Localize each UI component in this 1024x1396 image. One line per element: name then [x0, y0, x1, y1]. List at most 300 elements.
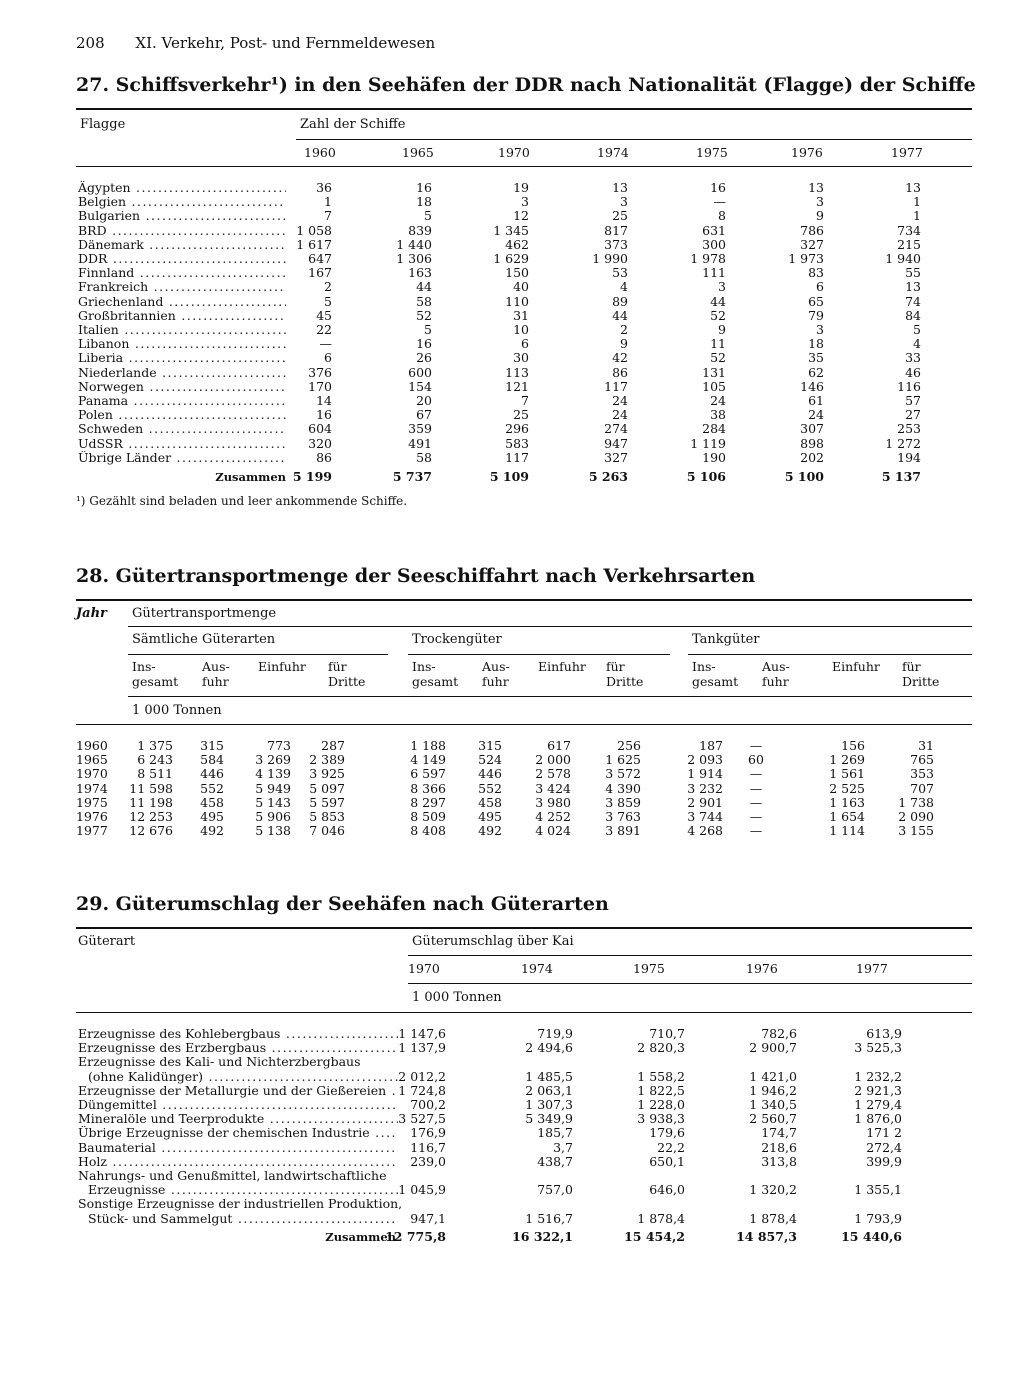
cell-value: 65: [808, 293, 824, 309]
cell-value: 1 114: [829, 823, 865, 839]
cell-value: 524: [478, 752, 502, 768]
cell-value: 13: [905, 279, 921, 295]
cell-value: 14 857,3: [736, 1229, 797, 1244]
t27-year: 1975: [696, 145, 728, 160]
chapter-title: XI. Verkehr, Post- und Fernmeldewesen: [135, 34, 436, 52]
row-label-cont: (ohne Kalidünger) .....: [88, 1070, 398, 1084]
cell-value: 1 629: [493, 251, 529, 266]
t27-year: 1965: [402, 145, 434, 160]
cell-value: 3: [521, 194, 529, 210]
cell-value: 35: [808, 350, 824, 366]
t28-subcol-line2: fuhr: [202, 674, 229, 689]
cell-value: 458: [478, 794, 502, 810]
cell-value: 3 925: [309, 766, 345, 782]
cell-value: 1 306: [396, 251, 432, 266]
cell-value: 583: [505, 435, 529, 451]
cell-value: 3 763: [605, 809, 641, 824]
row-label: Libanon .....: [78, 337, 286, 351]
t28-row: [0, 810, 1024, 824]
cell-value: 1 973: [788, 251, 824, 266]
t28-subcol-line2: Dritte: [328, 674, 366, 689]
cell-value: 647: [308, 251, 332, 266]
cell-value: 604: [308, 421, 332, 437]
row-label: UdSSR .....: [78, 437, 286, 451]
cell-value: 3 859: [605, 794, 641, 810]
cell-value: 327: [800, 236, 824, 252]
cell-value: 3: [816, 194, 824, 210]
cell-value: 116,7: [410, 1139, 446, 1155]
cell-value: 33: [905, 350, 921, 366]
cell-value: 58: [416, 293, 432, 309]
cell-value: 1 654: [829, 809, 865, 824]
row-year: 1974: [76, 781, 108, 796]
t29-row-head: [0, 1055, 1024, 1069]
cell-value: 1 320,2: [749, 1182, 797, 1198]
cell-value: 253: [897, 421, 921, 437]
cell-value: 13: [612, 180, 628, 195]
row-label: Schweden .....: [78, 422, 286, 436]
t27-header-rule: [76, 166, 972, 167]
cell-value: 12 253: [129, 809, 173, 824]
t28-subcol-line2: gesamt: [132, 674, 179, 689]
t27-row: [0, 309, 1024, 323]
cell-value: 62: [808, 364, 824, 380]
t27-year: 1960: [304, 145, 336, 160]
t29-row: [0, 1141, 1024, 1155]
cell-value: 1 940: [885, 251, 921, 266]
cell-value: 6: [521, 336, 529, 352]
t29-year: 1974: [521, 961, 553, 976]
cell-value: 105: [702, 378, 726, 394]
cell-value: 6 243: [137, 752, 173, 768]
t28-group-dry: Trockengüter: [412, 632, 502, 647]
t29-group-rule: [408, 955, 972, 956]
cell-value: 117: [604, 378, 628, 394]
cell-value: 2 090: [898, 809, 934, 824]
cell-value: 5 109: [489, 469, 529, 484]
cell-value: 218,6: [761, 1139, 797, 1155]
t27-row: [0, 238, 1024, 252]
cell-value: 16: [710, 180, 726, 195]
cell-value: 31: [918, 738, 934, 753]
cell-value: 2 900,7: [749, 1040, 797, 1056]
cell-value: 552: [200, 780, 224, 796]
cell-value: 46: [905, 364, 921, 380]
cell-value: 1 440: [396, 236, 432, 252]
cell-value: 3 525,3: [854, 1040, 902, 1056]
cell-value: 116: [897, 378, 921, 394]
cell-value: 215: [897, 236, 921, 252]
t28-subgroup-rule-3: [688, 654, 972, 655]
cell-value: 462: [505, 236, 529, 252]
cell-value: 3 980: [535, 794, 571, 810]
t27-row: [0, 323, 1024, 337]
cell-value: 296: [505, 421, 529, 437]
cell-value: 42: [612, 350, 628, 366]
cell-value: 307: [800, 421, 824, 437]
cell-value: 492: [478, 823, 502, 839]
cell-value: 239,0: [410, 1153, 446, 1169]
cell-value: 256: [617, 738, 641, 753]
cell-value: 1 558,2: [637, 1068, 685, 1084]
t28-row: [0, 767, 1024, 781]
t29-group-label: Güterumschlag über Kai: [412, 934, 574, 949]
cell-value: 55: [905, 265, 921, 281]
cell-value: —: [749, 766, 763, 782]
cell-value: 786: [800, 222, 824, 238]
cell-value: 83: [808, 265, 824, 281]
cell-value: 4 139: [255, 766, 291, 782]
cell-value: 19: [513, 180, 529, 195]
cell-value: 1 946,2: [749, 1082, 797, 1098]
row-label: BRD .....: [78, 224, 286, 238]
cell-value: 146: [800, 378, 824, 394]
t28-group-all: Sämtliche Güterarten: [132, 632, 276, 647]
cell-value: 765: [910, 752, 934, 768]
cell-value: 6 597: [410, 766, 446, 782]
cell-value: 86: [316, 449, 332, 465]
cell-value: 315: [200, 738, 224, 753]
cell-value: 1 375: [137, 738, 173, 753]
t29-unit: 1 000 Tonnen: [412, 990, 502, 1005]
t27-row: [0, 366, 1024, 380]
cell-value: 5 853: [309, 809, 345, 824]
cell-value: 1 058: [296, 222, 332, 238]
row-label: Düngemittel .....: [78, 1098, 398, 1112]
cell-value: 782,6: [761, 1026, 797, 1041]
cell-value: 272,4: [866, 1139, 902, 1155]
cell-value: 773: [267, 738, 291, 753]
cell-value: 60: [748, 752, 764, 768]
t29-row: [0, 1183, 1024, 1197]
t28-unit-rule: [128, 696, 972, 697]
t27-row: [0, 380, 1024, 394]
t27-row: [0, 181, 1024, 195]
cell-value: 61: [808, 393, 824, 408]
cell-value: 3: [620, 194, 628, 210]
t28-row: [0, 753, 1024, 767]
cell-value: 3 424: [535, 780, 571, 796]
cell-value: 5 199: [292, 469, 332, 484]
cell-value: —: [749, 809, 763, 824]
cell-value: 167: [308, 265, 332, 281]
cell-value: 3,7: [553, 1139, 573, 1155]
cell-value: 179,6: [649, 1125, 685, 1141]
cell-value: 646,0: [649, 1182, 685, 1198]
cell-value: 171 2: [866, 1125, 902, 1141]
cell-value: 30: [513, 350, 529, 366]
cell-value: 1 279,4: [854, 1097, 902, 1112]
t27-row: [0, 337, 1024, 351]
cell-value: 5 949: [255, 780, 291, 796]
cell-value: 3 891: [605, 823, 641, 839]
cell-value: 44: [710, 293, 726, 309]
cell-value: 5: [424, 322, 432, 337]
cell-value: 185,7: [537, 1125, 573, 1141]
cell-value: 16 322,1: [512, 1229, 573, 1244]
cell-value: 4 024: [535, 823, 571, 839]
t29-row: [0, 1041, 1024, 1055]
t29-row: [0, 1126, 1024, 1140]
cell-value: 74: [905, 293, 921, 309]
cell-value: 5 143: [255, 794, 291, 810]
t28-subcol-line1: für: [902, 659, 921, 674]
row-label: Griechenland .....: [78, 295, 286, 309]
cell-value: 3 744: [687, 809, 723, 824]
cell-value: 11 598: [129, 780, 173, 796]
row-label: Liberia .....: [78, 351, 286, 365]
t28-subcol-line2: fuhr: [482, 674, 509, 689]
row-year: 1965: [76, 753, 108, 768]
t27-row: [0, 408, 1024, 422]
cell-value: 5 737: [392, 469, 432, 484]
cell-value: 4 252: [535, 809, 571, 824]
cell-value: 446: [200, 766, 224, 782]
t27-row: [0, 437, 1024, 451]
cell-value: 18: [808, 336, 824, 352]
t29-row: [0, 1084, 1024, 1098]
cell-value: 287: [321, 738, 345, 753]
cell-value: 2: [620, 322, 628, 337]
row-label: Niederlande .....: [78, 366, 286, 380]
cell-value: 5: [913, 322, 921, 337]
t27-row: [0, 266, 1024, 280]
cell-value: 4 390: [605, 780, 641, 796]
t28-unit: 1 000 Tonnen: [132, 703, 222, 718]
cell-value: 8 297: [410, 794, 446, 810]
cell-value: 202: [800, 449, 824, 465]
cell-value: 458: [200, 794, 224, 810]
t29-header-rule: [76, 1012, 972, 1013]
row-label: Zusammen: [215, 470, 286, 484]
cell-value: 1 990: [592, 251, 628, 266]
t27-row: [0, 351, 1024, 365]
cell-value: 38: [710, 407, 726, 423]
cell-value: 4 149: [410, 752, 446, 768]
cell-value: 12 676: [129, 823, 173, 839]
cell-value: 495: [200, 809, 224, 824]
cell-value: 24: [612, 393, 628, 408]
cell-value: 79: [808, 307, 824, 323]
cell-value: 3 527,5: [398, 1111, 446, 1127]
t28-row: [0, 824, 1024, 838]
cell-value: 1 617: [296, 236, 332, 252]
cell-value: 11: [710, 336, 726, 352]
cell-value: 176,9: [410, 1125, 446, 1141]
t27-footnote: ¹) Gezählt sind beladen und leer ankommende Schiffe.: [76, 494, 408, 508]
cell-value: 26: [416, 350, 432, 366]
t28-subcol-line2: gesamt: [412, 674, 459, 689]
cell-value: 376: [308, 364, 332, 380]
cell-value: 14: [316, 393, 332, 408]
cell-value: 1 561: [829, 766, 865, 782]
cell-value: 194: [897, 449, 921, 465]
cell-value: —: [319, 336, 332, 352]
cell-value: 27: [905, 407, 921, 423]
t28-row: [0, 739, 1024, 753]
row-label: Erzeugnisse des Erzbergbaus .....: [78, 1041, 398, 1055]
cell-value: 5 100: [784, 469, 824, 484]
cell-value: 154: [408, 378, 432, 394]
row-label-cont: Stück- und Sammelgut .....: [88, 1212, 398, 1226]
t29-year: 1975: [633, 961, 665, 976]
cell-value: 284: [702, 421, 726, 437]
row-label: Norwegen .....: [78, 380, 286, 394]
cell-value: 1 485,5: [525, 1068, 573, 1084]
t27-row: [0, 295, 1024, 309]
t29-year: 1976: [746, 961, 778, 976]
page-header: [76, 34, 435, 52]
cell-value: 399,9: [866, 1153, 902, 1169]
cell-value: 156: [841, 738, 865, 753]
t27-row: [0, 195, 1024, 209]
cell-value: 1 345: [493, 222, 529, 238]
cell-value: 45: [316, 307, 332, 323]
row-label: Baumaterial .....: [78, 1141, 398, 1155]
cell-value: 7 046: [309, 823, 345, 839]
cell-value: 121: [505, 378, 529, 394]
cell-value: 15 440,6: [841, 1229, 902, 1244]
t27-row: [0, 209, 1024, 223]
cell-value: 111: [702, 265, 726, 281]
cell-value: 131: [702, 364, 726, 380]
cell-value: 707: [910, 780, 934, 796]
cell-value: 9: [718, 322, 726, 337]
cell-value: 1 878,4: [749, 1210, 797, 1226]
t27-row: [0, 394, 1024, 408]
cell-value: 89: [612, 293, 628, 309]
row-label: Belgien .....: [78, 195, 286, 209]
cell-value: 300: [702, 236, 726, 252]
t29-col-label: Güterart: [78, 934, 136, 949]
cell-value: 4: [913, 336, 921, 352]
t28-subcol-line2: fuhr: [762, 674, 789, 689]
row-label: Übrige Erzeugnisse der chemischen Industrie .....: [78, 1126, 398, 1140]
cell-value: 163: [408, 265, 432, 281]
cell-value: 5 138: [255, 823, 291, 839]
cell-value: 113: [505, 364, 529, 380]
row-year: 1975: [76, 795, 108, 810]
cell-value: 315: [478, 738, 502, 753]
cell-value: 1 269: [829, 752, 865, 768]
cell-value: 492: [200, 823, 224, 839]
cell-value: —: [749, 780, 763, 796]
cell-value: 1 147,6: [398, 1026, 446, 1041]
cell-value: 22,2: [657, 1139, 685, 1155]
t28-row: [0, 782, 1024, 796]
cell-value: 600: [408, 364, 432, 380]
row-label: Sonstige Erzeugnisse der industriellen Produktion,: [78, 1197, 403, 1212]
cell-value: —: [749, 794, 763, 810]
cell-value: 7: [324, 208, 332, 224]
cell-value: 2 494,6: [525, 1040, 573, 1056]
cell-value: 170: [308, 378, 332, 394]
row-label: Dänemark .....: [78, 238, 286, 252]
t27-year: 1970: [498, 145, 530, 160]
cell-value: 947,1: [410, 1210, 446, 1226]
row-label-cont: Erzeugnisse .....: [88, 1183, 398, 1197]
cell-value: 1 272: [885, 435, 921, 451]
cell-value: 373: [604, 236, 628, 252]
cell-value: 44: [612, 307, 628, 323]
cell-value: —: [749, 823, 763, 839]
cell-value: 3 938,3: [637, 1111, 685, 1127]
cell-value: 1: [324, 194, 332, 210]
cell-value: 13: [808, 180, 824, 195]
cell-value: 18: [416, 194, 432, 210]
cell-value: 2 820,3: [637, 1040, 685, 1056]
row-label: Bulgarien .....: [78, 209, 286, 223]
cell-value: 9: [816, 208, 824, 224]
cell-value: 16: [416, 336, 432, 352]
cell-value: 2 921,3: [854, 1082, 902, 1098]
cell-value: 2 901: [687, 794, 723, 810]
t29-year: 1977: [856, 961, 888, 976]
t28-group-rule: [128, 626, 972, 627]
cell-value: 2: [324, 279, 332, 295]
cell-value: 2 063,1: [525, 1082, 573, 1098]
cell-value: 5 597: [309, 794, 345, 810]
cell-value: 110: [505, 293, 529, 309]
cell-value: 58: [416, 449, 432, 465]
cell-value: 650,1: [649, 1153, 685, 1169]
t27-year: 1977: [891, 145, 923, 160]
row-label: Polen .....: [78, 408, 286, 422]
t29-row: [0, 1212, 1024, 1226]
row-label: Mineralöle und Teerprodukte .....: [78, 1112, 398, 1126]
cell-value: 446: [478, 766, 502, 782]
t27-group-label: Zahl der Schiffe: [300, 117, 406, 132]
t29-row: [0, 1155, 1024, 1169]
cell-value: 359: [408, 421, 432, 437]
cell-value: 1: [913, 208, 921, 224]
cell-value: 552: [478, 780, 502, 796]
cell-value: 5 263: [588, 469, 628, 484]
cell-value: 24: [612, 407, 628, 423]
cell-value: 495: [478, 809, 502, 824]
cell-value: —: [713, 194, 726, 210]
cell-value: 8 509: [410, 809, 446, 824]
cell-value: 584: [200, 752, 224, 768]
cell-value: 36: [316, 180, 332, 195]
cell-value: 16: [316, 407, 332, 423]
t27-year: 1976: [791, 145, 823, 160]
t28-subcol-line2: gesamt: [692, 674, 739, 689]
row-label: Nahrungs- und Genußmittel, landwirtschaftliche: [78, 1169, 387, 1183]
t28-subcol-line1: Ins-: [692, 659, 716, 674]
cell-value: 24: [808, 407, 824, 423]
cell-value: 613,9: [866, 1026, 902, 1041]
cell-value: 6: [816, 279, 824, 295]
cell-value: 1 232,2: [854, 1068, 902, 1084]
cell-value: 1 137,9: [398, 1040, 446, 1056]
cell-value: 9: [620, 336, 628, 352]
cell-value: 8 511: [137, 766, 173, 782]
cell-value: 3: [718, 279, 726, 295]
cell-value: 327: [604, 449, 628, 465]
row-label: Erzeugnisse des Kohlebergbaus .....: [78, 1027, 398, 1041]
cell-value: 52: [710, 307, 726, 323]
t28-subgroup-rule-1: [128, 654, 388, 655]
cell-value: 1 188: [410, 738, 446, 753]
t27-row: [0, 280, 1024, 294]
cell-value: 12: [513, 208, 529, 224]
cell-value: 2 012,2: [398, 1068, 446, 1084]
cell-value: 1 878,4: [637, 1210, 685, 1226]
cell-value: 1 119: [690, 435, 726, 451]
row-label: DDR .....: [78, 252, 286, 266]
row-label: Zusammen: [325, 1230, 396, 1244]
